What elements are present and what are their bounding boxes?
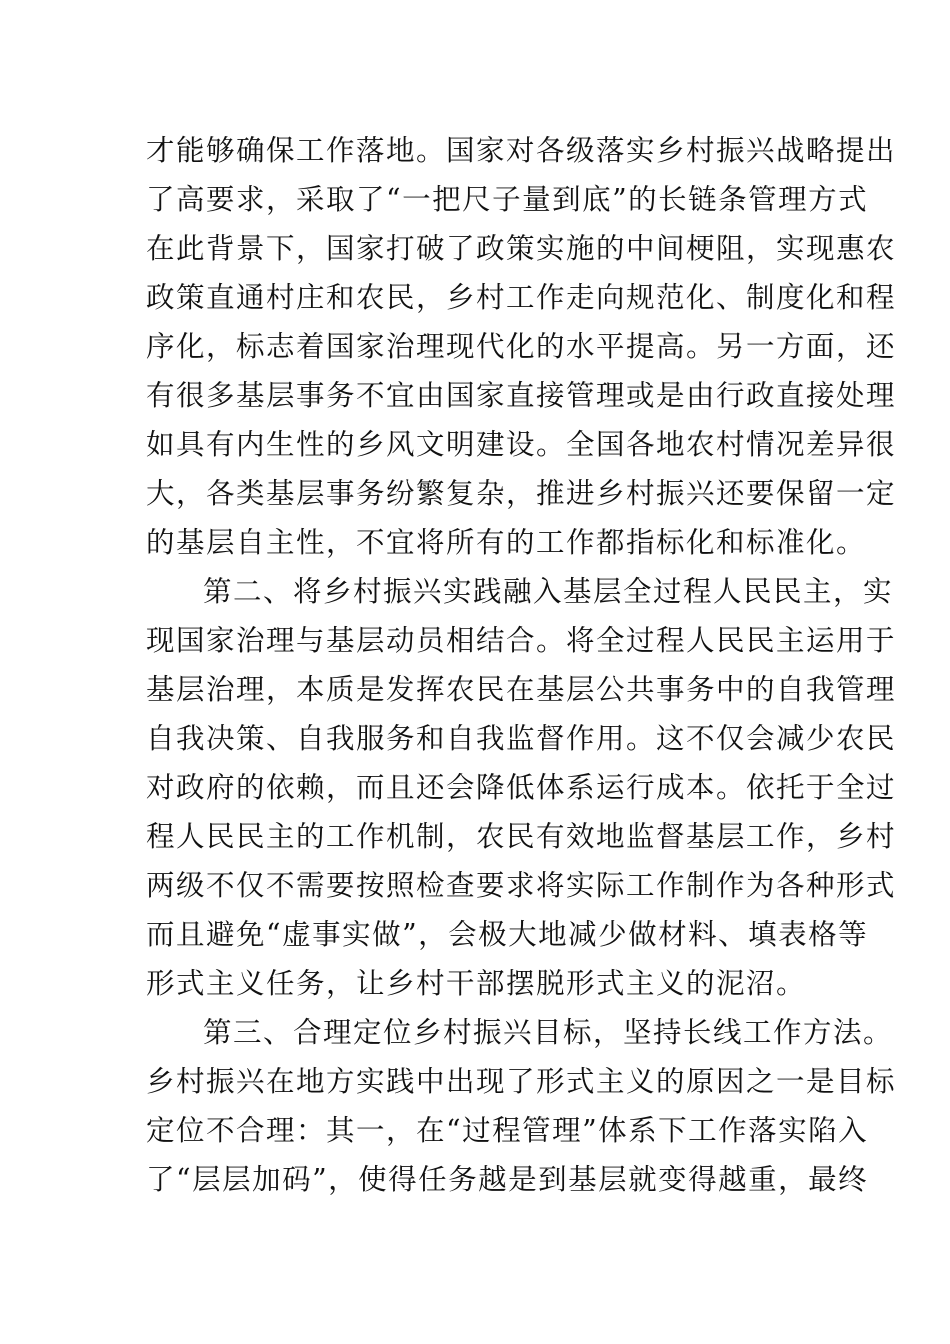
- text-line: 在此背景下，国家打破了政策实施的中间梗阻，实现惠农: [146, 232, 897, 265]
- text-line: 现国家治理与基层动员相结合。将全过程人民民主运用于: [146, 624, 897, 657]
- text-line: 政策直通村庄和农民，乡村工作走向规范化、制度化和程: [146, 281, 897, 314]
- text-line: 才能够确保工作落地。国家对各级落实乡村振兴战略提出: [146, 134, 897, 167]
- text-line: 程人民民主的工作机制，农民有效地监督基层工作，乡村: [146, 820, 897, 853]
- text-line: 而且避免“虚事实做”，会极大地减少做材料、填表格等: [146, 918, 869, 951]
- text-line: 形式主义任务，让乡村干部摆脱形式主义的泥沼。: [146, 967, 807, 1000]
- text-line: 序化，标志着国家治理现代化的水平提高。另一方面，还: [146, 330, 897, 363]
- text-line: 有很多基层事务不宜由国家直接管理或是由行政直接处理: [146, 379, 897, 412]
- text-line: 基层治理，本质是发挥农民在基层公共事务中的自我管理: [146, 673, 897, 706]
- text-line: 第三、合理定位乡村振兴目标，坚持长线工作方法。: [203, 1016, 894, 1049]
- text-line: 了“层层加码”，使得任务越是到基层就变得越重，最终: [146, 1163, 869, 1196]
- text-line: 的基层自主性，不宜将所有的工作都指标化和标准化。: [146, 526, 867, 559]
- text-line: 第二、将乡村振兴实践融入基层全过程人民民主，实: [203, 575, 894, 608]
- body-text: [146, 126, 897, 1204]
- text-line: 自我决策、自我服务和自我监督作用。这不仅会减少农民: [146, 722, 897, 755]
- text-line: 对政府的依赖，而且还会降低体系运行成本。依托于全过: [146, 771, 897, 804]
- text-line: 了高要求，采取了“一把尺子量到底”的长链条管理方式: [146, 183, 869, 216]
- text-line: 乡村振兴在地方实践中出现了形式主义的原因之一是目标: [146, 1065, 897, 1098]
- text-line: 定位不合理：其一，在“过程管理”体系下工作落实陷入: [146, 1114, 869, 1147]
- text-line: 大，各类基层事务纷繁复杂，推进乡村振兴还要保留一定: [146, 477, 897, 510]
- text-line: 两级不仅不需要按照检查要求将实际工作制作为各种形式: [146, 869, 897, 902]
- text-line: 如具有内生性的乡风文明建设。全国各地农村情况差异很: [146, 428, 897, 461]
